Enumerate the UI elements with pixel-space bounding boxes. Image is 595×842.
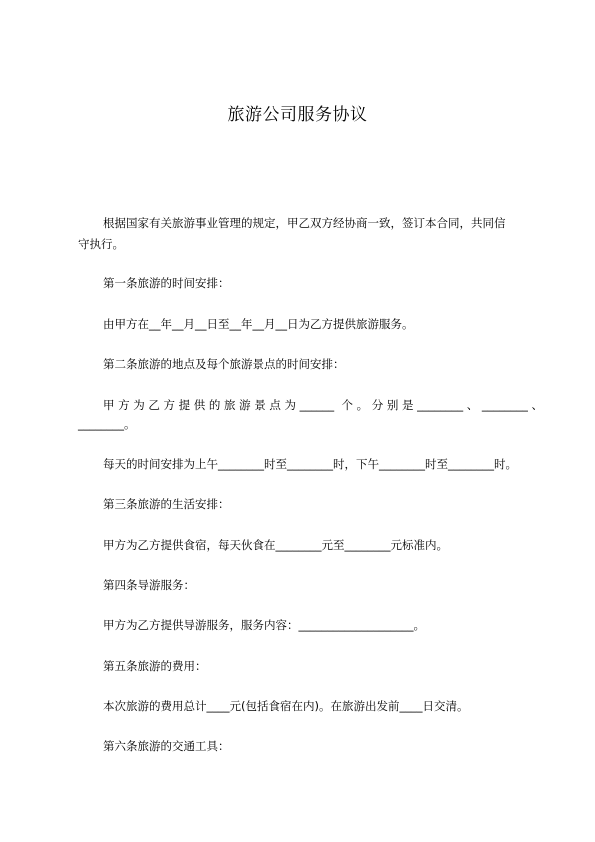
document-title: 旅游公司服务协议 xyxy=(227,105,368,125)
intro-paragraph-line-1: 根据国家有关旅游事业管理的规定，甲乙双方经协商一致，签订本合同，共同信 xyxy=(103,216,506,230)
article-2-body-line-1: 甲方为乙方提供的旅游景点为______ 个。分别是________、________、 xyxy=(103,398,543,412)
article-5-body: 本次旅游的费用总计____元(包括食宿在内)。在旅游出发前____日交清。 xyxy=(103,699,469,713)
article-1-heading: 第一条旅游的时间安排： xyxy=(103,276,230,290)
article-1-body: 由甲方在__年__月__日至__年__月__日为乙方提供旅游服务。 xyxy=(103,317,414,331)
article-2-body-line-2: ________。 xyxy=(78,417,136,431)
article-3-body: 甲方为乙方提供食宿，每天伙食在________元至________元标准内。 xyxy=(103,538,448,552)
article-4-body: 甲方为乙方提供导游服务，服务内容：____________________。 xyxy=(103,618,425,632)
article-4-heading: 第四条导游服务： xyxy=(103,578,195,592)
article-3-heading: 第三条旅游的生活安排： xyxy=(103,497,230,511)
article-6-heading: 第六条旅游的交通工具： xyxy=(103,739,230,753)
article-2-schedule: 每天的时间安排为上午________时至________时，下午________时至________时。 xyxy=(103,457,517,471)
article-5-heading: 第五条旅游的费用： xyxy=(103,659,207,673)
intro-paragraph-line-2: 守执行。 xyxy=(78,237,124,251)
article-2-heading: 第二条旅游的地点及每个旅游景点的时间安排： xyxy=(103,357,345,371)
